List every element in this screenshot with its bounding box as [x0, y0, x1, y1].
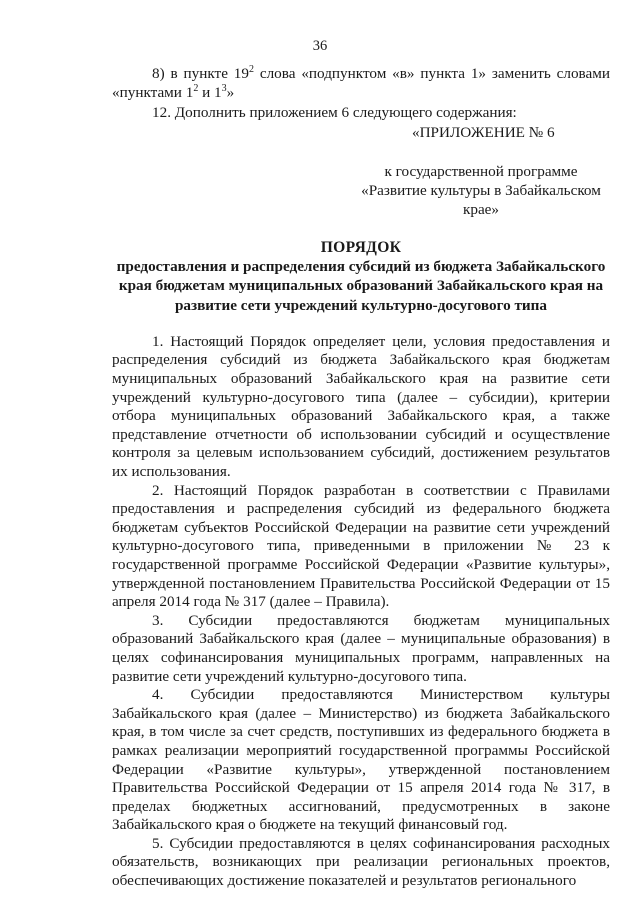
order-section: 1. Настоящий Порядок определяет цели, условия предоставления и распределения субсидий из бюджета Забайкальского края бюджетам муниципальных образований Забайкальского края на развитие сети учреждений культурно-досугового типа (далее – субсидии), критерии отбора муниципальных образований Забайкальского края, а также представление отчетности об использовании субсидий и осуществление контроля за целевым использованием субсидий, достижением результатов их использования.	[112, 332, 610, 481]
document-title	[112, 238, 610, 315]
document-body	[112, 64, 610, 891]
order-sections	[112, 333, 610, 891]
appendix-subtitle-line: крае»	[462, 201, 500, 219]
amendment-item-8: 8) в пункте $19^2$ слова «подпунктом «в» пункта 1» заменить словами «пунктами $1^2$ и $1^3$»	[112, 63, 610, 102]
page-number: 36	[312, 38, 328, 54]
appendix-subtitle	[112, 162, 610, 220]
order-section: 2. Настоящий Порядок разработан в соответствии с Правилами предоставления и распределения субсидий из федерального бюджета бюджетам субъектов Российской Федерации на развитие сети учреждений культурно-досугового типа, приведенными в приложении № 23 к государственной программе Российской Федерации «Развитие культуры», утвержденной постановлением Правительства Российской Федерации от 15 апреля 2014 года № 317 (далее – Правила).	[112, 481, 610, 611]
amendment-item-12: 12. Дополнить приложением 6 следующего содержания:	[152, 103, 517, 121]
appendix-subtitle-line: к государственной программе	[384, 162, 578, 180]
appendix-heading: «ПРИЛОЖЕНИЕ № 6	[412, 124, 555, 142]
document-title-subtitle: предоставления и распределения субсидий из бюджета Забайкальского края бюджетам муниципальных образований Забайкальского края на развитие сети учреждений культурно-досугового типа	[116, 258, 606, 314]
order-section: 3. Субсидии предоставляются бюджетам муниципальных образований Забайкальского края (далее – муниципальные образования) в целях софинансирования муниципальных программ, направленных на развитие сети учреждений культурно-досугового типа.	[112, 611, 610, 685]
document-title-main: ПОРЯДОК	[320, 238, 402, 256]
order-section: 5. Субсидии предоставляются в целях софинансирования расходных обязательств, возникающих при реализации региональных проектов, обеспечивающих достижение показателей и результатов регионального	[112, 834, 610, 890]
order-section: 4. Субсидии предоставляются Министерством культуры Забайкальского края (далее – Министерство) из бюджета Забайкальского края, в том числе за счет средств, поступивших из федерального бюджета в рамках реализации мероприятий государственной программы Российской Федерации «Развитие культуры», утвержденной постановлением Правительства Российской Федерации от 15 апреля 2014 года № 317, в пределах бюджетных ассигнований, предусмотренных в законе Забайкальского края о бюджете на текущий финансовый год.	[112, 686, 610, 834]
appendix-subtitle-line: «Развитие культуры в Забайкальском	[361, 182, 601, 200]
